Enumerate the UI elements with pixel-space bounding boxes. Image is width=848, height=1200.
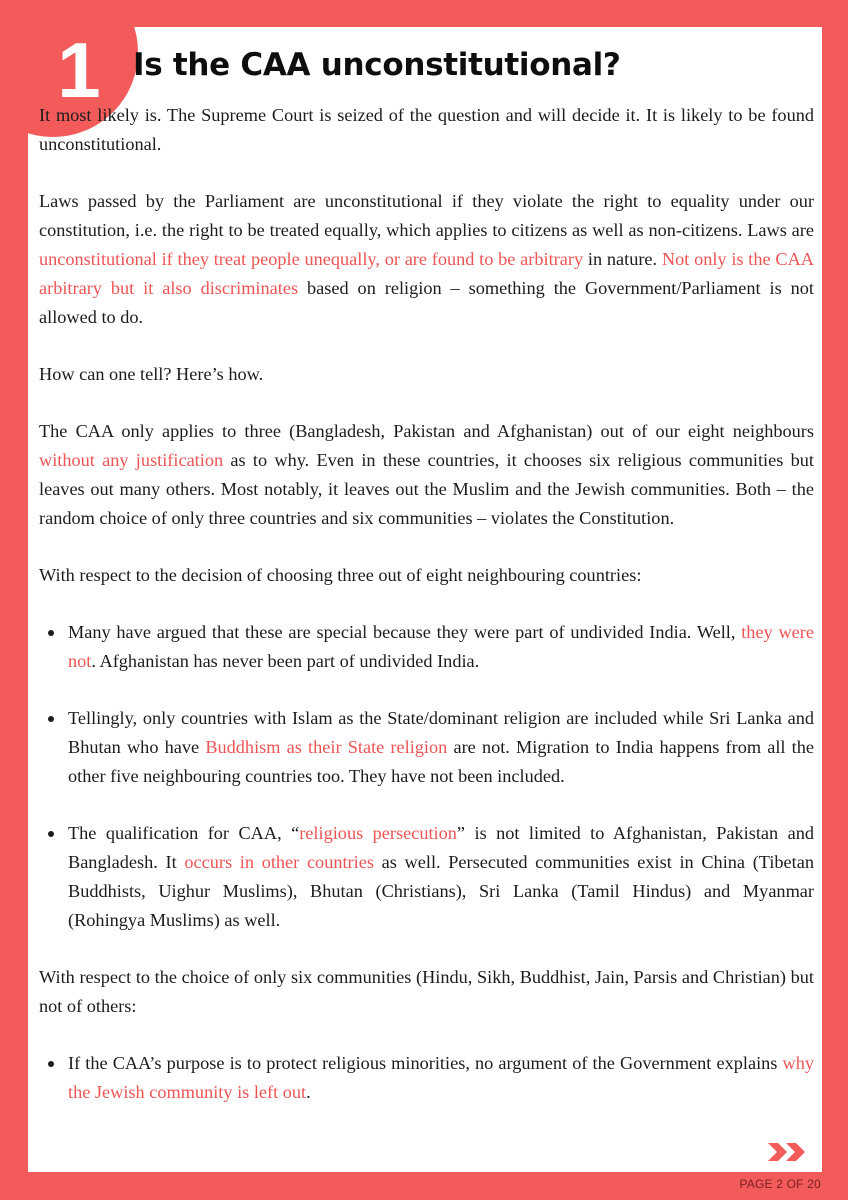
- paragraph-how: How can one tell? Here’s how.: [39, 364, 264, 384]
- list-item: If the CAA’s purpose is to protect religious minorities, no argument of the Government explains why the Jewish community is left out.: [68, 1049, 814, 1107]
- list-item: The qualification for CAA, “religious persecution” is not limited to Afghanistan, Pakistan and Bangladesh. It occurs in other countries as well. Persecuted communities exist in China (Tibetan Buddhists, Uighur Muslims), Bhutan (Christians), Sri Lanka (Tamil Hindus) and Myanmar (Rohingya Muslims) as well.: [68, 819, 814, 935]
- page-number: PAGE 2 OF 20: [739, 1177, 821, 1191]
- content-card: [28, 27, 822, 1172]
- double-chevron-right-icon[interactable]: [766, 1140, 814, 1164]
- paragraph-communities-intro: With respect to the choice of only six communities (Hindu, Sikh, Buddhist, Jain, Parsis and Christian) but not of others:: [39, 967, 814, 1016]
- highlight-text: why the Jewish community is left out: [68, 1053, 814, 1102]
- highlight-discriminates: Not only is the CAA arbitrary but it also discriminates: [39, 249, 814, 298]
- paragraph-three-countries: The CAA only applies to three (Bangladesh, Pakistan and Afghanistan) out of our eight neighbours without any justification as to why. Even in these countries, it chooses six religious communities but leaves out many others. Most notably, it leaves out the Muslim and the Jewish communities. Both – the random choice of only three countries and six communities – violates the Constitution.: [39, 421, 814, 528]
- highlight-justification: without any justification: [39, 450, 224, 470]
- article-body: [39, 101, 814, 1135]
- bullet-icon: [48, 630, 54, 636]
- highlight-text: religious persecution: [299, 823, 457, 843]
- bullet-icon: [48, 1061, 54, 1067]
- section-number: 1: [57, 26, 101, 114]
- list-item: Tellingly, only countries with Islam as the State/dominant religion are included while Sri Lanka and Bhutan who have Buddhism as their State religion are not. Migration to India happens from all the other five neighbouring countries too. They have not been included.: [68, 704, 814, 791]
- paragraph-equality: Laws passed by the Parliament are unconstitutional if they violate the right to equality under our constitution, i.e. the right to be treated equally, which applies to citizens as well as non-citizens. Laws are unconstitutional if they treat people unequally, or are found to be arbitrary in nature. Not only is the CAA arbitrary but it also discriminates based on religion – something the Government/Parliament is not allowed to do.: [39, 191, 815, 327]
- communities-bullet-list: [39, 1049, 814, 1107]
- highlight-text: Buddhism as their State religion: [205, 737, 448, 757]
- paragraph-countries-intro: With respect to the decision of choosing three out of eight neighbouring countries:: [39, 565, 642, 585]
- highlight-text: occurs in other countries: [184, 852, 374, 872]
- highlight-unequal-arbitrary: unconstitutional if they treat people unequally, or are found to be arbitrary: [39, 249, 584, 269]
- paragraph-intro: It most likely is. The Supreme Court is seized of the question and will decide it. It is likely to be found unconstitutional.: [39, 105, 814, 154]
- bullet-icon: [48, 831, 54, 837]
- bullet-icon: [48, 716, 54, 722]
- page-title: Is the CAA unconstitutional?: [133, 47, 621, 83]
- highlight-text: they were not: [68, 622, 814, 671]
- list-item: Many have argued that these are special because they were part of undivided India. Well, they were not. Afghanistan has never been part of undivided India.: [68, 618, 814, 676]
- countries-bullet-list: [39, 618, 814, 935]
